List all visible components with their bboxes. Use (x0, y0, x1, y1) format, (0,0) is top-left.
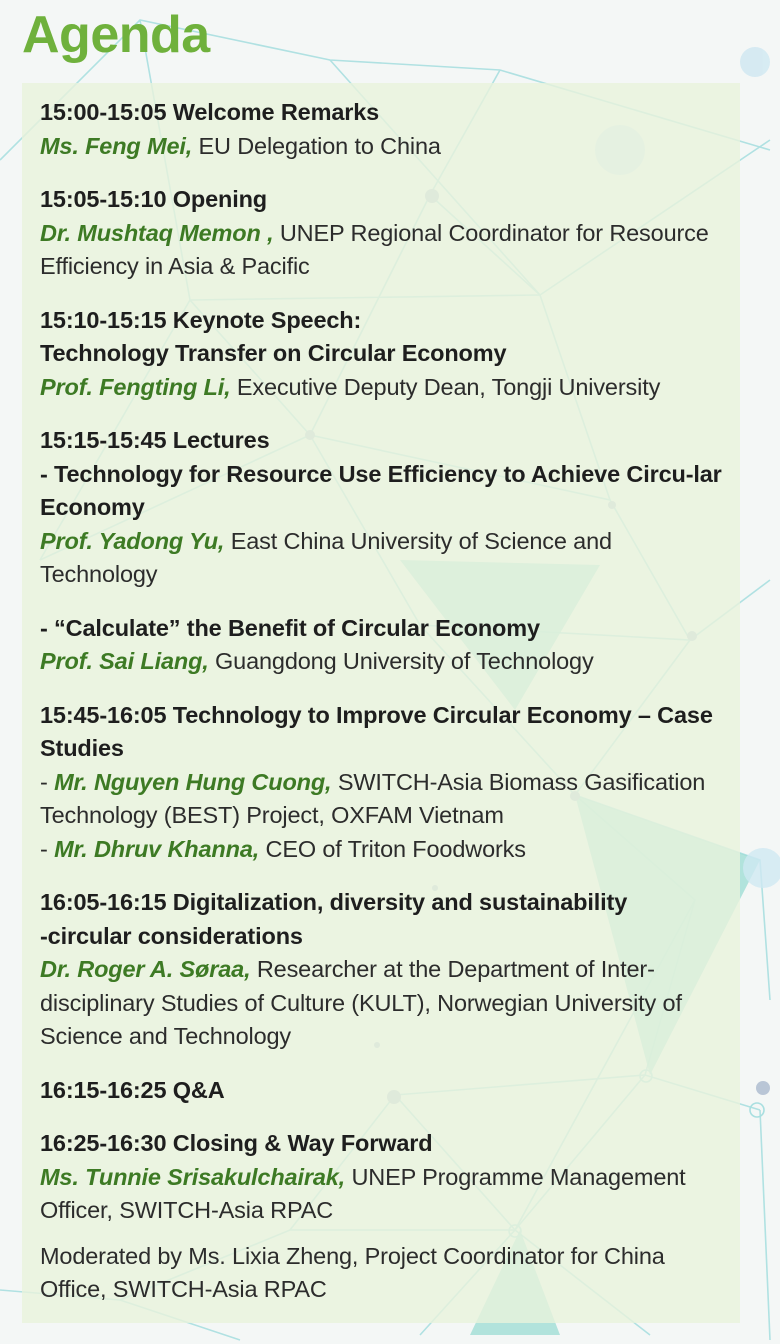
session-heading: 16:25-16:30 Closing & Way Forward (40, 1130, 433, 1156)
speaker-affiliation: Guangdong University of Technology (208, 648, 594, 674)
case-study-item: - Mr. Nguyen Hung Cuong, SWITCH-Asia Biomass Gasification Technology (BEST) Project, OXFAM Vietnam (40, 768, 706, 828)
speaker-affiliation: Executive Deputy Dean, Tongji University (230, 373, 661, 400)
session-heading: 16:05-16:15 Digitalization, diversity and sustainability (40, 889, 628, 915)
session-subheading: -circular considerations (40, 922, 303, 949)
session-subheading: Technology Transfer on Circular Economy (40, 340, 507, 366)
page-title: Agenda (22, 6, 210, 64)
agenda-list (40, 96, 730, 1327)
session-heading: 15:00-15:05 Welcome Remarks (40, 99, 380, 125)
moderator-note: Moderated by Ms. Lixia Zheng, Project Coordinator for China Office, SWITCH-Asia RPAC (40, 1242, 665, 1302)
agenda-item-keynote (40, 304, 730, 405)
speaker-affiliation: East China University of Science and Technology (40, 527, 612, 587)
speaker-name: Prof. Sai Liang, (40, 648, 209, 674)
speaker-affiliation: UNEP Programme Management Officer, SWITCH-Asia RPAC (40, 1163, 686, 1223)
agenda-item-lecture-2 (40, 612, 730, 679)
speaker-name: Ms. Feng Mei, (40, 132, 193, 159)
speaker-name: Prof. Yadong Yu, (40, 527, 225, 554)
agenda-item-welcome (40, 96, 730, 163)
session-heading: 15:45-16:05 Technology to Improve Circular Economy – Case Studies (40, 701, 713, 761)
session-heading: 16:15-16:25 Q&A (40, 1076, 225, 1103)
speaker-name: Mr. Nguyen Hung Cuong, (54, 768, 332, 795)
speaker-name: Prof. Fengting Li, (40, 373, 231, 400)
speaker-name: Dr. Mushtaq Memon , (40, 219, 274, 246)
speaker-name: Mr. Dhruv Khanna, (54, 835, 260, 862)
session-heading: 15:15-15:45 Lectures (40, 427, 270, 453)
session-heading: 15:05-15:10 Opening (40, 186, 268, 212)
agenda-item-qa (40, 1074, 730, 1108)
speaker-affiliation: EU Delegation to China (192, 132, 441, 159)
agenda-item-case-studies (40, 699, 730, 867)
lecture-topic: - “Calculate” the Benefit of Circular Economy (40, 614, 540, 641)
speaker-affiliation: CEO of Triton Foodworks (259, 835, 526, 862)
speaker-name: Ms. Tunnie Srisakulchairak, (40, 1163, 346, 1190)
speaker-affiliation: UNEP Regional Coordinator for Resource Efficiency in Asia & Pacific (40, 219, 709, 279)
case-study-item: - Mr. Dhruv Khanna, CEO of Triton Foodworks (40, 835, 526, 862)
session-heading: 15:10-15:15 Keynote Speech: (40, 306, 362, 333)
agenda-item-lectures (40, 424, 730, 592)
agenda-item-opening (40, 183, 730, 284)
agenda-item-digitalization (40, 886, 730, 1054)
speaker-affiliation: SWITCH-Asia Biomass Gasification Technology (BEST) Project, OXFAM Vietnam (40, 768, 706, 828)
agenda-item-closing (40, 1127, 730, 1228)
lecture-topic: - Technology for Resource Use Efficiency to Achieve Circu-lar Economy (40, 460, 722, 520)
speaker-name: Dr. Roger A. Søraa, (40, 956, 251, 982)
speaker-affiliation: Researcher at the Department of Inter-disciplinary Studies of Culture (KULT), Norwegian University of Science and Technology (40, 956, 682, 1049)
